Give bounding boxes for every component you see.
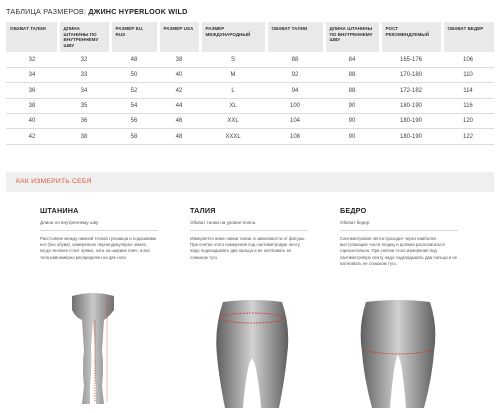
table-row: [6, 68, 494, 83]
table-cell: 44: [158, 98, 200, 113]
table-cell: 90: [324, 114, 380, 129]
table-row: [6, 98, 494, 113]
table-cell: 170-180: [380, 68, 442, 83]
table-cell: 165-176: [380, 52, 442, 67]
table-cell: 100: [266, 98, 324, 113]
table-cell: 84: [324, 52, 380, 67]
table-cell: 54: [110, 98, 158, 113]
inseam-subtitle: Длина по внутреннему шву: [40, 220, 158, 231]
table-cell: 42: [158, 83, 200, 98]
table-cell: 36: [58, 114, 110, 129]
table-cell: 50: [110, 68, 158, 83]
table-cell: 114: [442, 83, 494, 98]
table-cell: 36: [6, 83, 58, 98]
table-cell: 35: [58, 98, 110, 113]
col-header: ДЛИНА ШТАНИНЫ ПО ВНУТРЕННЕМУ ШВУ: [324, 22, 380, 52]
col-header: РАЗМЕР EU, RUS: [110, 22, 158, 52]
table-cell: 110: [442, 68, 494, 83]
table-cell: XXXL: [200, 129, 266, 144]
hips-subtitle: Обхват бедер: [340, 220, 458, 231]
table-cell: 42: [6, 129, 58, 144]
table-cell: 104: [266, 114, 324, 129]
table-cell: 88: [324, 68, 380, 83]
waist-description: Измеряется ниже линии талии, в зависимости от фигуры. При снятии этого измерения под сантиметровую ленту надо подкладывать два пальца и не натягивать ее слишком туго.: [190, 236, 306, 260]
table-cell: 48: [158, 129, 200, 144]
table-cell: 172-182: [380, 83, 442, 98]
table-cell: XL: [200, 98, 266, 113]
table-cell: 46: [158, 114, 200, 129]
table-cell: 40: [6, 114, 58, 129]
table-cell: 32: [6, 52, 58, 67]
table-cell: L: [200, 83, 266, 98]
hips-figure-icon: [352, 298, 444, 410]
table-cell: 180-190: [380, 114, 442, 129]
waist-subtitle: Обхват талии на уровне пояса: [190, 220, 308, 231]
col-header: ДЛИНА ШТАНИНЫ ПО ВНУТРЕННЕМУ ШВУ: [58, 22, 110, 52]
col-header: ОБХВАТ БЕДЕР: [442, 22, 494, 52]
inseam-heading: ШТАНИНА: [40, 206, 79, 215]
title-product: ДЖИНС HYPERLOOK WILD: [88, 7, 188, 16]
table-cell: 108: [266, 129, 324, 144]
table-cell: 38: [158, 52, 200, 67]
table-row: [6, 114, 494, 129]
table-cell: 52: [110, 83, 158, 98]
table-cell: 58: [110, 129, 158, 144]
table-cell: 180-190: [380, 98, 442, 113]
col-header: ОБХВАТ ТАЛИИ: [266, 22, 324, 52]
measure-inseam: [40, 206, 158, 261]
page-title: [6, 7, 187, 16]
table-cell: 34: [58, 83, 110, 98]
table-cell: 106: [442, 52, 494, 67]
col-header: ОБХВАТ ТАЛИИ: [6, 22, 58, 52]
table-cell: 88: [324, 83, 380, 98]
how-to-measure-label: КАК ИЗМЕРИТЬ СЕБЯ: [16, 178, 92, 185]
table-cell: M: [200, 68, 266, 83]
table-cell: 94: [266, 83, 324, 98]
waist-figure-icon: [205, 298, 300, 410]
table-cell: 122: [442, 129, 494, 144]
table-cell: 90: [324, 129, 380, 144]
table-cell: 120: [442, 114, 494, 129]
measure-hips: [340, 206, 458, 267]
table-cell: 116: [442, 98, 494, 113]
table-row: [6, 83, 494, 98]
table-cell: XXL: [200, 114, 266, 129]
table-row: [6, 129, 494, 144]
table-cell: 48: [110, 52, 158, 67]
measure-waist: [190, 206, 308, 261]
hips-heading: БЕДРО: [340, 206, 367, 215]
table-cell: 88: [266, 52, 324, 67]
col-header: РАЗМЕР USA: [158, 22, 200, 52]
hips-description: Сантиметровая лента проходит через наиболее выступающие части ягодиц и должна располагаться горизонтально. При снятии этого измерения под сантиметровую ленту надо подкладывать два пальца и не натягивать ее слишком туго.: [340, 236, 458, 266]
table-cell: 34: [6, 68, 58, 83]
table-cell: 90: [324, 98, 380, 113]
table-cell: 180-190: [380, 129, 442, 144]
table-cell: 92: [266, 68, 324, 83]
legs-figure-icon: [58, 290, 128, 408]
table-cell: 38: [58, 129, 110, 144]
waist-heading: ТАЛИЯ: [190, 206, 216, 215]
table-cell: 33: [58, 68, 110, 83]
table-row: [6, 52, 494, 67]
size-table: [6, 22, 494, 145]
inseam-description: Расстояние между нижней точкой тульвища и подошвами ног (без обуви), измеренное перпендикулярно земле, когда человек стоит прямо, ноги на ширине плеч, а вес тела равномерно распределен на две ноги: [40, 236, 156, 260]
table-cell: S: [200, 52, 266, 67]
col-header: РАЗМЕР МЕЖДУНАРОДНЫЙ: [200, 22, 266, 52]
table-cell: 32: [58, 52, 110, 67]
table-header-row: [6, 22, 494, 52]
how-to-measure-bar: [6, 172, 494, 192]
table-cell: 38: [6, 98, 58, 113]
table-cell: 40: [158, 68, 200, 83]
table-cell: 56: [110, 114, 158, 129]
title-prefix: ТАБЛИЦА РАЗМЕРОВ:: [6, 7, 87, 16]
col-header: РОСТ РЕКОМЕНДУЕМЫЙ: [380, 22, 442, 52]
